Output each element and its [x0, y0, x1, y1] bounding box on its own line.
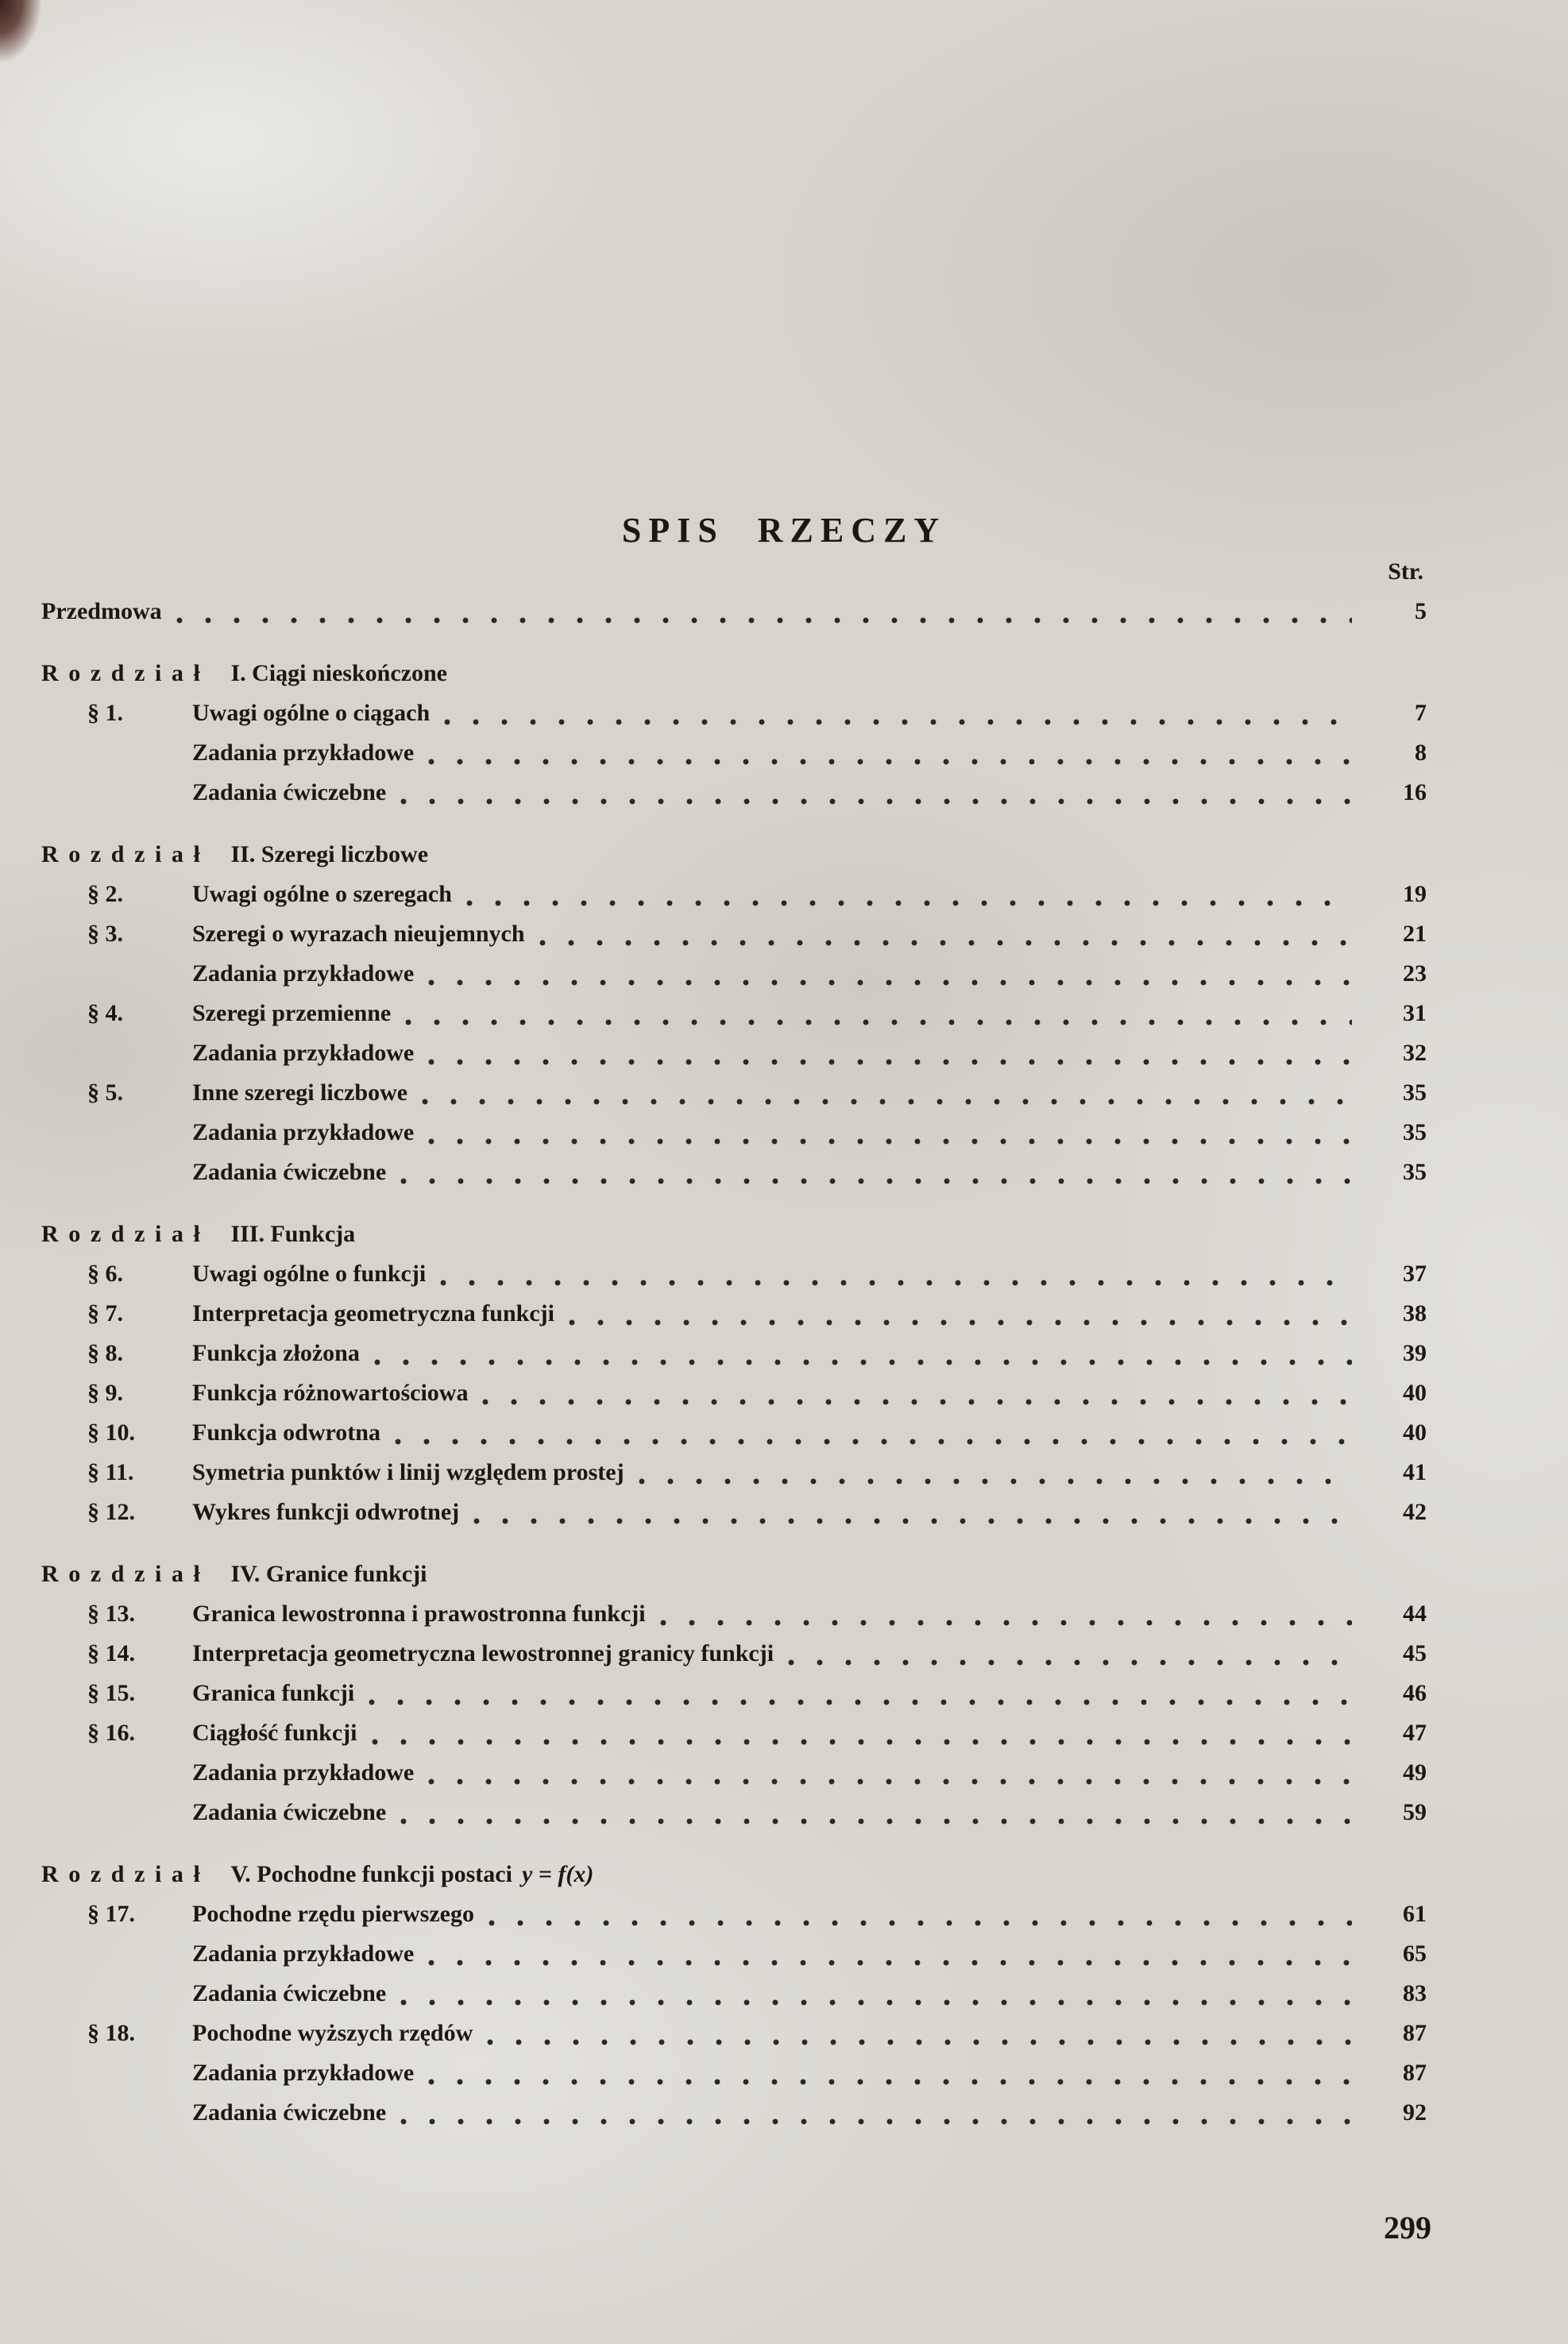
toc-entry-row	[41, 592, 1427, 631]
dot-leader	[428, 758, 1352, 766]
entry-label: Funkcja złożona	[192, 1340, 360, 1366]
page-column-header: Str.	[1388, 558, 1423, 585]
entry-label: Szeregi przemienne	[192, 1000, 392, 1026]
entry-page-number: 46	[1403, 1680, 1427, 1706]
toc-entry-row	[41, 773, 1427, 813]
toc-entry-row	[41, 1894, 1427, 1934]
entry-prefix: § 2.	[87, 881, 123, 907]
entry-prefix: § 4.	[87, 1000, 123, 1026]
entry-prefix: Rozdział	[41, 1861, 210, 1887]
entry-prefix: § 11.	[87, 1459, 134, 1485]
dot-leader	[428, 1959, 1352, 1967]
entry-page-number: 47	[1403, 1720, 1427, 1746]
toc-entry-row	[41, 994, 1427, 1033]
entry-page-number: 65	[1403, 1940, 1427, 1967]
toc-entry-row	[41, 1413, 1427, 1453]
toc-entry-row	[41, 1113, 1427, 1153]
dot-leader	[428, 1778, 1352, 1786]
entry-page-number: 35	[1403, 1159, 1427, 1185]
dot-leader	[400, 1998, 1352, 2006]
toc-chapter-row	[41, 1554, 1427, 1594]
entry-prefix: Rozdział	[41, 660, 210, 686]
entry-label: Granica funkcji	[192, 1680, 355, 1706]
dot-leader	[489, 1919, 1352, 1927]
dot-leader	[440, 1279, 1352, 1287]
toc-entry-row	[41, 1713, 1427, 1753]
entry-label: Interpretacja geometryczna funkcji	[192, 1300, 554, 1326]
dot-leader	[428, 1137, 1352, 1145]
entry-prefix: § 1.	[87, 700, 123, 726]
entry-prefix: § 14.	[87, 1640, 135, 1666]
dot-leader	[400, 797, 1352, 805]
entry-page-number: 41	[1403, 1459, 1427, 1485]
entry-prefix: § 10.	[87, 1419, 135, 1446]
entry-label: IV. Granice funkcji	[230, 1561, 427, 1587]
dot-leader	[369, 1698, 1352, 1706]
entry-page-number: 45	[1403, 1640, 1427, 1666]
entry-label: Inne szeregi liczbowe	[192, 1079, 408, 1106]
entry-label: Uwagi ogólne o ciągach	[192, 700, 431, 726]
entry-label: Uwagi ogólne o funkcji	[192, 1261, 427, 1287]
entry-page-number: 35	[1403, 1079, 1427, 1106]
entry-label: III. Funkcja	[230, 1221, 356, 1247]
entry-prefix: § 18.	[87, 2020, 135, 2046]
entry-page-number: 83	[1403, 1980, 1427, 2006]
entry-page-number: 23	[1403, 960, 1427, 987]
toc-chapter-row	[41, 1855, 1427, 1894]
entry-prefix: § 16.	[87, 1720, 135, 1746]
dot-leader	[428, 1058, 1352, 1066]
toc-chapter-row	[41, 1214, 1427, 1254]
entry-page-number: 40	[1403, 1419, 1427, 1446]
entry-prefix: § 5.	[87, 1079, 123, 1106]
entry-page-number: 32	[1403, 1040, 1427, 1066]
entry-prefix: § 3.	[87, 921, 123, 947]
toc-entry-row	[41, 1373, 1427, 1413]
entry-label: Zadania przykładowe	[192, 1040, 415, 1066]
dot-leader	[400, 1817, 1352, 1825]
entry-label: I. Ciągi nieskończone	[230, 660, 447, 686]
entry-prefix: § 7.	[87, 1300, 123, 1326]
entry-prefix: § 12.	[87, 1499, 135, 1525]
toc-entry-row	[41, 1793, 1427, 1832]
entry-math: y = f(x)	[521, 1861, 594, 1887]
toc-entry-row	[41, 1974, 1427, 2014]
entry-label: Pochodne rzędu pierwszego	[192, 1901, 474, 1927]
entry-label: Interpretacja geometryczna lewostronnej granicy funkcji	[192, 1640, 774, 1666]
toc-entry-row	[41, 1674, 1427, 1713]
dot-leader	[539, 939, 1352, 947]
dot-leader	[639, 1477, 1352, 1485]
entry-label: Zadania przykładowe	[192, 739, 415, 766]
toc-entry-row	[41, 1334, 1427, 1373]
entry-label: Zadania przykładowe	[192, 1940, 415, 1967]
entry-label: Zadania ćwiczebne	[192, 1159, 387, 1185]
entry-label: Pochodne wyższych rzędów	[192, 2020, 473, 2046]
entry-prefix: § 17.	[87, 1901, 135, 1927]
entry-page-number: 8	[1415, 739, 1427, 766]
dot-leader	[660, 1619, 1352, 1627]
toc-entry-row	[41, 693, 1427, 733]
dot-leader	[428, 2078, 1352, 2086]
toc-entry-row	[41, 2093, 1427, 2133]
toc-entry-row	[41, 914, 1427, 954]
entry-page-number: 39	[1403, 1340, 1427, 1366]
entry-label: Zadania ćwiczebne	[192, 779, 387, 805]
entry-label: Zadania ćwiczebne	[192, 2099, 387, 2126]
entry-page-number: 7	[1415, 700, 1427, 726]
entry-page-number: 37	[1403, 1261, 1427, 1287]
entry-page-number: 40	[1403, 1380, 1427, 1406]
toc-chapter-row	[41, 654, 1427, 693]
entry-page-number: 87	[1403, 2020, 1427, 2046]
toc-entry-row	[41, 733, 1427, 773]
toc-entry-row	[41, 1073, 1427, 1113]
dot-leader	[466, 899, 1352, 907]
toc-entry-row	[41, 1493, 1427, 1532]
entry-page-number: 59	[1403, 1799, 1427, 1825]
entry-page-number: 16	[1403, 779, 1427, 805]
entry-page-number: 21	[1403, 921, 1427, 947]
dot-leader	[444, 718, 1352, 726]
toc-entry-row	[41, 875, 1427, 914]
toc-entry-row	[41, 954, 1427, 994]
dot-leader	[422, 1098, 1352, 1106]
entry-label: Przedmowa	[41, 598, 162, 624]
dot-leader	[405, 1018, 1352, 1026]
toc-entry-row	[41, 1153, 1427, 1192]
entry-prefix: § 9.	[87, 1380, 123, 1406]
dot-leader	[487, 2038, 1352, 2046]
entry-page-number: 61	[1403, 1901, 1427, 1927]
entry-page-number: 87	[1403, 2060, 1427, 2086]
dot-leader	[374, 1358, 1352, 1366]
entry-label: Funkcja różnowartościowa	[192, 1380, 469, 1406]
toc-chapter-row	[41, 835, 1427, 875]
entry-label: Granica lewostronna i prawostronna funkcji	[192, 1601, 646, 1627]
entry-label: Wykres funkcji odwrotnej	[192, 1499, 460, 1525]
dot-leader	[176, 616, 1352, 624]
entry-label: Zadania przykładowe	[192, 960, 415, 987]
entry-prefix: Rozdział	[41, 1561, 210, 1587]
dot-leader	[400, 1177, 1352, 1185]
toc-entry-row	[41, 1634, 1427, 1674]
entry-label: Zadania przykładowe	[192, 1119, 415, 1145]
entry-label: Zadania ćwiczebne	[192, 1980, 387, 2006]
toc-entry-row	[41, 1254, 1427, 1294]
entry-label: Uwagi ogólne o szeregach	[192, 881, 452, 907]
entry-prefix: Rozdział	[41, 1221, 210, 1247]
entry-label: Ciągłość funkcji	[192, 1720, 357, 1746]
entry-page-number: 92	[1403, 2099, 1427, 2126]
entry-prefix: Rozdział	[41, 841, 210, 867]
entry-page-number: 42	[1403, 1499, 1427, 1525]
entry-page-number: 19	[1403, 881, 1427, 907]
entry-prefix: § 15.	[87, 1680, 135, 1706]
entry-label: Zadania przykładowe	[192, 2060, 415, 2086]
toc-entry-row	[41, 1294, 1427, 1334]
toc-entry-row	[41, 2053, 1427, 2093]
entry-prefix: § 8.	[87, 1340, 123, 1366]
dot-leader	[473, 1517, 1352, 1525]
toc-entry-row	[41, 1934, 1427, 1974]
entry-page-number: 38	[1403, 1300, 1427, 1326]
entry-label: V. Pochodne funkcji postaci	[230, 1861, 512, 1887]
toc-entry-row	[41, 1453, 1427, 1493]
toc-entry-row	[41, 1033, 1427, 1073]
entry-page-number: 49	[1403, 1759, 1427, 1786]
scan-corner-artifact	[0, 0, 41, 62]
toc-entry-row	[41, 1594, 1427, 1634]
dot-leader	[395, 1438, 1352, 1446]
toc-entry-row	[41, 1753, 1427, 1793]
dot-leader	[482, 1398, 1352, 1406]
dot-leader	[372, 1738, 1352, 1746]
entry-page-number: 35	[1403, 1119, 1427, 1145]
toc-entry-row	[41, 2014, 1427, 2053]
dot-leader	[788, 1659, 1352, 1666]
entry-page-number: 44	[1403, 1601, 1427, 1627]
dot-leader	[569, 1319, 1352, 1326]
entry-prefix: § 6.	[87, 1261, 123, 1287]
entry-label: Funkcja odwrotna	[192, 1419, 380, 1446]
entry-page-number: 5	[1415, 598, 1427, 624]
entry-prefix: § 13.	[87, 1601, 135, 1627]
entry-label: Zadania przykładowe	[192, 1759, 415, 1786]
toc-list	[0, 592, 1568, 2133]
entry-label: II. Szeregi liczbowe	[230, 841, 429, 867]
entry-label: Symetria punktów i linij względem prostej	[192, 1459, 624, 1485]
page-number: 299	[1384, 2210, 1431, 2246]
dot-leader	[428, 979, 1352, 987]
entry-label: Szeregi o wyrazach nieujemnych	[192, 921, 525, 947]
dot-leader	[400, 2118, 1352, 2126]
page-title: SPIS RZECZY	[621, 511, 947, 550]
entry-page-number: 31	[1403, 1000, 1427, 1026]
entry-label: Zadania ćwiczebne	[192, 1799, 387, 1825]
